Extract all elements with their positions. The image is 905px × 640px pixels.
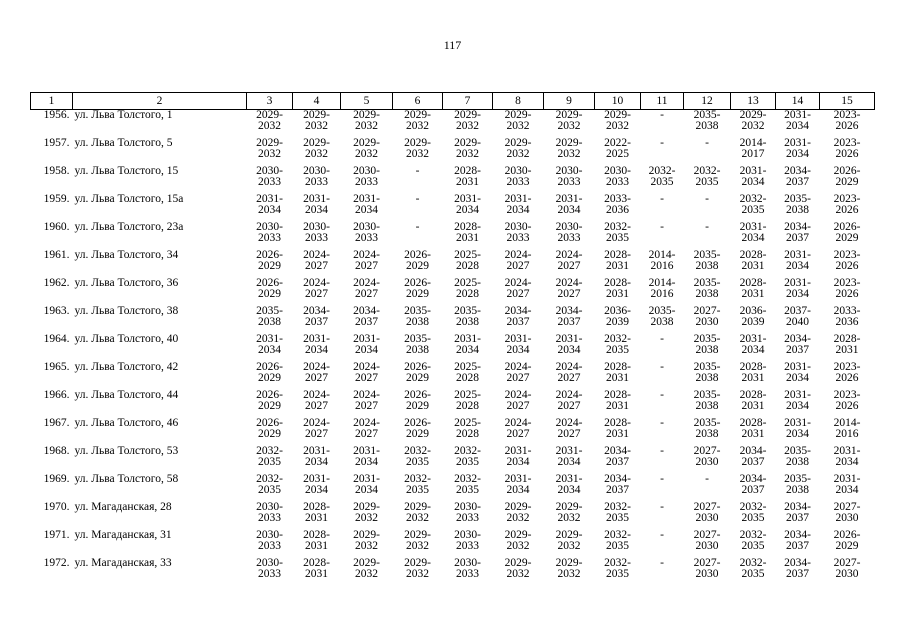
period-cell: 2030- 2033 <box>504 221 532 244</box>
row-address: ул. Льва Толстого, 46 <box>74 417 179 429</box>
period-cell: 2035- 2038 <box>648 305 676 328</box>
period-cell: 2031- 2034 <box>784 389 811 412</box>
period-cell: 2031- 2034 <box>504 445 532 468</box>
period-cell: 2029- 2032 <box>404 557 431 580</box>
period-cell: 2035- 2038 <box>404 305 431 328</box>
period-cell: 2028- 2031 <box>739 361 767 384</box>
period-cell: - <box>660 109 664 121</box>
period-cell: 2014- 2016 <box>833 417 861 440</box>
period-cell: 2024- 2027 <box>353 417 380 440</box>
row-address: ул. Льва Толстого, 15 <box>74 165 179 177</box>
period-cell: 2028- 2031 <box>739 249 767 272</box>
row-address: ул. Льва Толстого, 44 <box>74 389 179 401</box>
period-cell: - <box>705 193 709 205</box>
period-cell: 2029- 2032 <box>555 137 583 160</box>
period-cell: 2034- 2037 <box>504 305 532 328</box>
period-cell: 2034- 2037 <box>739 445 767 468</box>
period-cell: 2029- 2032 <box>504 137 532 160</box>
period-cell: 2031- 2034 <box>303 333 330 356</box>
period-cell: 2035- 2038 <box>693 389 721 412</box>
table-row <box>31 446 875 474</box>
period-cell: 2028- 2031 <box>739 417 767 440</box>
period-cell: 2029- 2032 <box>303 137 330 160</box>
period-cell: 2031- 2034 <box>784 361 811 384</box>
row-number: 1958. <box>43 165 70 177</box>
period-cell: 2030- 2033 <box>353 221 380 244</box>
period-cell: 2031- 2034 <box>555 333 583 356</box>
table-header-row <box>31 93 875 110</box>
period-cell: 2029- 2032 <box>504 529 532 552</box>
period-cell: 2032- 2035 <box>604 501 631 524</box>
period-cell: 2025- 2028 <box>454 249 481 272</box>
table-row <box>31 362 875 390</box>
period-cell: 2014- 2016 <box>648 277 676 300</box>
period-cell: 2030- 2033 <box>256 221 283 244</box>
period-cell: 2028- 2031 <box>604 361 631 384</box>
period-cell: 2025- 2028 <box>454 389 481 412</box>
table-row <box>31 502 875 530</box>
period-cell: 2032- 2035 <box>454 445 481 468</box>
table-row <box>31 278 875 306</box>
column-header: 15 <box>820 93 875 110</box>
period-cell: 2032- 2035 <box>256 445 283 468</box>
period-cell: - <box>705 137 709 149</box>
period-cell: 2026- 2029 <box>404 249 431 272</box>
period-cell: 2028- 2031 <box>454 221 481 244</box>
period-cell: 2031- 2034 <box>739 221 767 244</box>
period-cell: 2029- 2032 <box>353 137 380 160</box>
period-cell: 2032- 2035 <box>604 557 631 580</box>
period-cell: 2034- 2037 <box>784 557 811 580</box>
period-cell: - <box>660 557 664 569</box>
period-cell: 2024- 2027 <box>353 249 380 272</box>
period-cell: 2024- 2027 <box>555 249 583 272</box>
period-cell: - <box>660 137 664 149</box>
period-cell: 2031- 2034 <box>454 193 481 216</box>
period-cell: 2032- 2035 <box>739 501 767 524</box>
period-cell: 2031- 2034 <box>555 473 583 496</box>
period-cell: 2032- 2035 <box>404 445 431 468</box>
period-cell: 2024- 2027 <box>303 277 330 300</box>
column-header: 2 <box>73 93 247 110</box>
period-cell: 2028- 2031 <box>604 389 631 412</box>
period-cell: 2032- 2035 <box>604 529 631 552</box>
period-cell: 2024- 2027 <box>353 389 380 412</box>
period-cell: 2035- 2038 <box>256 305 283 328</box>
period-cell: 2029- 2032 <box>353 529 380 552</box>
table-row <box>31 250 875 278</box>
column-header: 6 <box>393 93 443 110</box>
period-cell: 2029- 2032 <box>303 109 330 132</box>
table-row <box>31 110 875 139</box>
period-cell: 2026- 2029 <box>256 277 283 300</box>
row-number: 1971. <box>43 529 70 541</box>
period-cell: 2026- 2029 <box>256 249 283 272</box>
row-address: ул. Льва Толстого, 23а <box>74 221 184 233</box>
period-cell: 2031- 2034 <box>833 445 861 468</box>
period-cell: 2029- 2032 <box>504 557 532 580</box>
column-header: 4 <box>293 93 341 110</box>
period-cell: 2031- 2034 <box>784 249 811 272</box>
period-cell: 2034- 2037 <box>784 221 811 244</box>
period-cell: - <box>660 473 664 485</box>
period-cell: 2030- 2033 <box>555 165 583 188</box>
period-cell: 2034- 2037 <box>604 445 631 468</box>
period-cell: 2024- 2027 <box>555 389 583 412</box>
period-cell: 2032- 2035 <box>604 221 631 244</box>
period-cell: 2029- 2032 <box>353 109 380 132</box>
period-cell: 2026- 2029 <box>833 529 861 552</box>
period-cell: 2031- 2034 <box>353 333 380 356</box>
period-cell: 2030- 2033 <box>555 221 583 244</box>
period-cell: 2030- 2033 <box>256 165 283 188</box>
row-address: ул. Льва Толстого, 34 <box>74 249 179 261</box>
row-address: ул. Льва Толстого, 36 <box>74 277 179 289</box>
period-cell: 2031- 2034 <box>303 473 330 496</box>
period-cell: 2026- 2029 <box>256 361 283 384</box>
row-number: 1959. <box>43 193 70 205</box>
period-cell: 2030- 2033 <box>303 165 330 188</box>
period-cell: 2024- 2027 <box>555 361 583 384</box>
row-address: ул. Льва Толстого, 38 <box>74 305 179 317</box>
period-cell: 2035- 2038 <box>454 305 481 328</box>
row-number: 1963. <box>43 305 70 317</box>
row-number: 1960. <box>43 221 70 233</box>
period-cell: 2026- 2029 <box>404 389 431 412</box>
row-address: ул. Льва Толстого, 5 <box>74 137 173 149</box>
period-cell: - <box>660 361 664 373</box>
period-cell: 2031- 2034 <box>504 193 532 216</box>
table-row <box>31 306 875 334</box>
table-row <box>31 166 875 194</box>
period-cell: - <box>705 221 709 233</box>
period-cell: 2029- 2032 <box>504 501 532 524</box>
period-cell: 2014- 2017 <box>739 137 767 160</box>
period-cell: - <box>660 417 664 429</box>
period-cell: 2032- 2035 <box>256 473 283 496</box>
period-cell: 2024- 2027 <box>504 361 532 384</box>
row-address: ул. Льва Толстого, 53 <box>74 445 179 457</box>
period-cell: 2029- 2032 <box>739 109 767 132</box>
period-cell: 2024- 2027 <box>555 417 583 440</box>
period-cell: 2028- 2031 <box>739 389 767 412</box>
period-cell: 2034- 2037 <box>303 305 330 328</box>
period-cell: 2037- 2040 <box>784 305 811 328</box>
row-number: 1957. <box>43 137 70 149</box>
page-number: 117 <box>443 38 462 52</box>
period-cell: 2035- 2038 <box>693 417 721 440</box>
period-cell: - <box>415 165 420 177</box>
period-cell: 2031- 2034 <box>303 193 330 216</box>
period-cell: 2030- 2033 <box>604 165 631 188</box>
column-header: 8 <box>493 93 544 110</box>
period-cell: 2031- 2034 <box>353 445 380 468</box>
period-cell: 2024- 2027 <box>353 277 380 300</box>
column-header: 13 <box>731 93 776 110</box>
period-cell: 2029- 2032 <box>454 137 481 160</box>
period-cell: 2031- 2034 <box>833 473 861 496</box>
period-cell: 2034- 2037 <box>555 305 583 328</box>
period-cell: 2031- 2034 <box>353 193 380 216</box>
table-body <box>31 110 875 587</box>
table-row <box>31 194 875 222</box>
row-address: ул. Льва Толстого, 42 <box>74 361 179 373</box>
period-cell: 2033- 2036 <box>833 305 861 328</box>
period-cell: 2036- 2039 <box>604 305 631 328</box>
period-cell: 2032- 2035 <box>404 473 431 496</box>
period-cell: - <box>660 389 664 401</box>
period-cell: 2028- 2031 <box>604 249 631 272</box>
period-cell: 2030- 2033 <box>303 221 330 244</box>
period-cell: - <box>660 445 664 457</box>
row-number: 1966. <box>43 389 70 401</box>
period-cell: 2026- 2029 <box>256 389 283 412</box>
table-row <box>31 390 875 418</box>
table-row <box>31 558 875 586</box>
row-number: 1967. <box>43 417 70 429</box>
column-header: 1 <box>31 93 73 110</box>
period-cell: 2023- 2026 <box>833 249 861 272</box>
period-cell: 2027- 2030 <box>833 557 861 580</box>
period-cell: 2034- 2037 <box>784 333 811 356</box>
period-cell: 2029- 2032 <box>256 109 283 132</box>
period-cell: 2030- 2033 <box>256 557 283 580</box>
column-header: 7 <box>443 93 493 110</box>
period-cell: 2028- 2031 <box>303 529 330 552</box>
period-cell: 2029- 2032 <box>353 501 380 524</box>
table-row <box>31 474 875 502</box>
period-cell: - <box>660 529 664 541</box>
period-cell: 2030- 2033 <box>454 557 481 580</box>
period-cell: 2027- 2030 <box>833 501 861 524</box>
table-row <box>31 138 875 166</box>
row-address: ул. Льва Толстого, 40 <box>74 333 179 345</box>
period-cell: 2035- 2038 <box>693 249 721 272</box>
period-cell: 2032- 2035 <box>604 333 631 356</box>
period-cell: 2034- 2037 <box>739 473 767 496</box>
period-cell: 2031- 2034 <box>454 333 481 356</box>
period-cell: 2031- 2034 <box>303 445 330 468</box>
period-cell: 2023- 2026 <box>833 389 861 412</box>
period-cell: 2031- 2034 <box>784 109 811 132</box>
period-cell: 2034- 2037 <box>353 305 380 328</box>
period-cell: 2034- 2037 <box>784 529 811 552</box>
period-cell: 2024- 2027 <box>303 361 330 384</box>
period-cell: 2027- 2030 <box>693 501 721 524</box>
period-cell: 2031- 2034 <box>256 193 283 216</box>
period-cell: 2028- 2031 <box>604 417 631 440</box>
period-cell: 2031- 2034 <box>784 277 811 300</box>
period-cell: 2025- 2028 <box>454 277 481 300</box>
period-cell: - <box>660 221 664 233</box>
period-cell: 2029- 2032 <box>555 109 583 132</box>
period-cell: 2030- 2033 <box>256 501 283 524</box>
period-cell: 2029- 2032 <box>404 109 431 132</box>
repair-schedule-table <box>30 92 875 586</box>
period-cell: 2024- 2027 <box>303 249 330 272</box>
row-address: ул. Магаданская, 28 <box>74 501 172 513</box>
period-cell: 2033- 2036 <box>604 193 631 216</box>
table-row <box>31 334 875 362</box>
period-cell: 2031- 2034 <box>739 333 767 356</box>
period-cell: 2024- 2027 <box>504 277 532 300</box>
period-cell: 2030- 2033 <box>353 165 380 188</box>
row-address: ул. Льва Толстого, 1 <box>74 109 173 121</box>
row-number: 1970. <box>43 501 70 513</box>
period-cell: 2028- 2031 <box>604 277 631 300</box>
period-cell: 2024- 2027 <box>303 417 330 440</box>
period-cell: 2029- 2032 <box>256 137 283 160</box>
period-cell: 2034- 2037 <box>784 501 811 524</box>
period-cell: 2024- 2027 <box>353 361 380 384</box>
period-cell: 2026- 2029 <box>833 165 861 188</box>
period-cell: 2023- 2026 <box>833 277 861 300</box>
period-cell: 2031- 2034 <box>555 445 583 468</box>
period-cell: 2028- 2031 <box>303 557 330 580</box>
period-cell: 2029- 2032 <box>404 501 431 524</box>
period-cell: 2023- 2026 <box>833 137 861 160</box>
period-cell: 2035- 2038 <box>784 473 811 496</box>
period-cell: 2032- 2035 <box>693 165 721 188</box>
period-cell: - <box>660 333 664 345</box>
row-address: ул. Льва Толстого, 15а <box>74 193 184 205</box>
period-cell: 2029- 2032 <box>404 529 431 552</box>
period-cell: 2034- 2037 <box>784 165 811 188</box>
period-cell: 2024- 2027 <box>303 389 330 412</box>
period-cell: 2035- 2038 <box>693 361 721 384</box>
period-cell: 2026- 2029 <box>404 277 431 300</box>
period-cell: 2035- 2038 <box>784 445 811 468</box>
column-header: 14 <box>776 93 820 110</box>
table-row <box>31 222 875 250</box>
period-cell: 2026- 2029 <box>256 417 283 440</box>
row-number: 1961. <box>43 249 70 261</box>
period-cell: 2031- 2034 <box>784 417 811 440</box>
period-cell: 2035- 2038 <box>693 277 721 300</box>
period-cell: 2031- 2034 <box>256 333 283 356</box>
row-address: ул. Магаданская, 33 <box>74 557 172 569</box>
period-cell: 2031- 2034 <box>555 193 583 216</box>
period-cell: 2032- 2035 <box>739 557 767 580</box>
column-header: 9 <box>544 93 595 110</box>
period-cell: - <box>660 501 664 513</box>
column-header: 12 <box>684 93 731 110</box>
period-cell: 2029- 2032 <box>454 109 481 132</box>
period-cell: 2032- 2035 <box>648 165 676 188</box>
period-cell: 2028- 2031 <box>739 277 767 300</box>
period-cell: 2024- 2027 <box>504 389 532 412</box>
table-row <box>31 530 875 558</box>
period-cell: - <box>415 221 420 233</box>
period-cell: 2027- 2030 <box>693 529 721 552</box>
period-cell: 2030- 2033 <box>454 501 481 524</box>
period-cell: 2028- 2031 <box>303 501 330 524</box>
period-cell: 2023- 2026 <box>833 109 861 132</box>
period-cell: 2023- 2026 <box>833 361 861 384</box>
period-cell: 2030- 2033 <box>256 529 283 552</box>
period-cell: 2032- 2035 <box>454 473 481 496</box>
period-cell: 2029- 2032 <box>555 557 583 580</box>
row-address: ул. Льва Толстого, 58 <box>74 473 179 485</box>
period-cell: 2035- 2038 <box>693 109 721 132</box>
period-cell: 2028- 2031 <box>454 165 481 188</box>
period-cell: - <box>660 193 664 205</box>
column-header: 3 <box>247 93 293 110</box>
period-cell: 2024- 2027 <box>504 417 532 440</box>
period-cell: 2029- 2032 <box>555 529 583 552</box>
period-cell: 2014- 2016 <box>648 249 676 272</box>
period-cell: 2022- 2025 <box>604 137 631 160</box>
period-cell: 2029- 2032 <box>353 557 380 580</box>
period-cell: 2029- 2032 <box>504 109 532 132</box>
period-cell: 2032- 2035 <box>739 193 767 216</box>
period-cell: 2035- 2038 <box>693 333 721 356</box>
period-cell: 2030- 2033 <box>454 529 481 552</box>
period-cell: 2032- 2035 <box>739 529 767 552</box>
period-cell: 2025- 2028 <box>454 417 481 440</box>
period-cell: 2028- 2031 <box>833 333 861 356</box>
period-cell: - <box>705 473 709 485</box>
row-number: 1964. <box>43 333 70 345</box>
period-cell: 2026- 2029 <box>404 417 431 440</box>
period-cell: 2026- 2029 <box>833 221 861 244</box>
period-cell: 2030- 2033 <box>504 165 532 188</box>
period-cell: 2034- 2037 <box>604 473 631 496</box>
table-row <box>31 418 875 446</box>
period-cell: 2035- 2038 <box>404 333 431 356</box>
period-cell: 2029- 2032 <box>604 109 631 132</box>
period-cell: - <box>415 193 420 205</box>
period-cell: 2027- 2030 <box>693 557 721 580</box>
period-cell: 2024- 2027 <box>555 277 583 300</box>
period-cell: 2027- 2030 <box>693 445 721 468</box>
row-number: 1956. <box>43 109 70 121</box>
period-cell: 2031- 2034 <box>504 333 532 356</box>
period-cell: 2026- 2029 <box>404 361 431 384</box>
row-number: 1969. <box>43 473 70 485</box>
row-number: 1972. <box>43 557 70 569</box>
period-cell: 2024- 2027 <box>504 249 532 272</box>
period-cell: 2031- 2034 <box>504 473 532 496</box>
row-number: 1965. <box>43 361 70 373</box>
column-header: 5 <box>341 93 393 110</box>
row-number: 1962. <box>43 277 70 289</box>
period-cell: 2023- 2026 <box>833 193 861 216</box>
period-cell: 2029- 2032 <box>555 501 583 524</box>
row-address: ул. Магаданская, 31 <box>74 529 172 541</box>
period-cell: 2031- 2034 <box>739 165 767 188</box>
column-header: 10 <box>595 93 641 110</box>
period-cell: 2036- 2039 <box>739 305 767 328</box>
column-header: 11 <box>641 93 684 110</box>
period-cell: 2027- 2030 <box>693 305 721 328</box>
period-cell: 2031- 2034 <box>784 137 811 160</box>
period-cell: 2031- 2034 <box>353 473 380 496</box>
row-number: 1968. <box>43 445 70 457</box>
period-cell: 2029- 2032 <box>404 137 431 160</box>
period-cell: 2025- 2028 <box>454 361 481 384</box>
period-cell: 2035- 2038 <box>784 193 811 216</box>
